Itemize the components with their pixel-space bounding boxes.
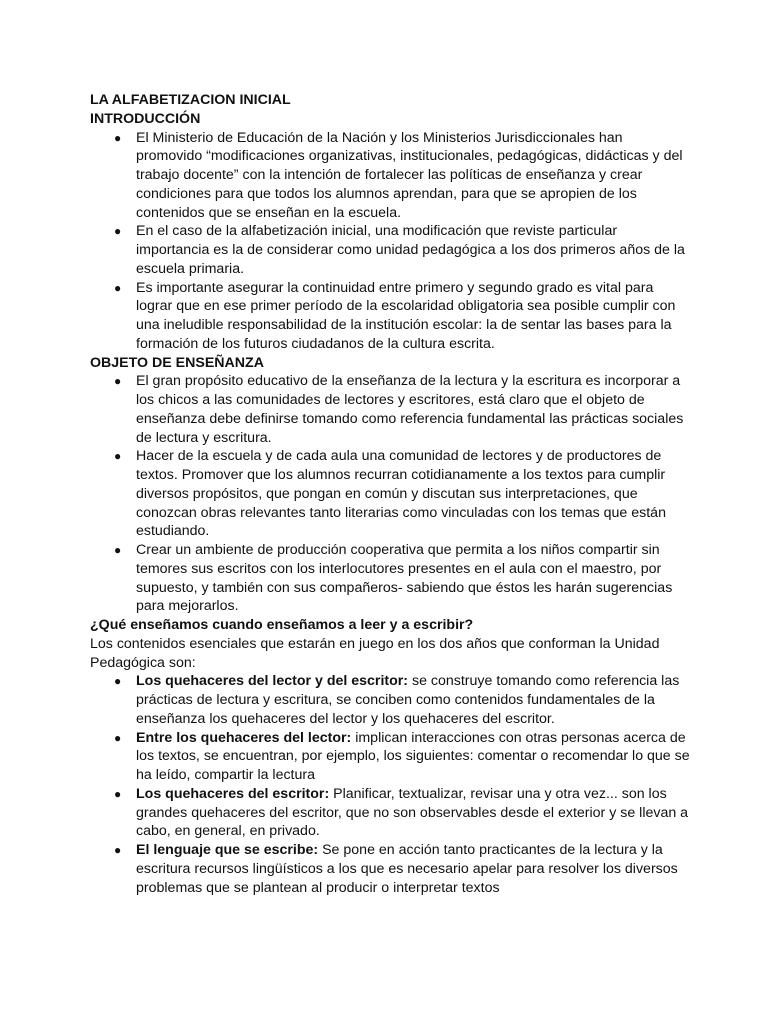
bullet-list-objeto	[90, 372, 690, 616]
list-item-text: El gran propósito educativo de la enseñanza de la lectura y la escritura es incorporar a los chicos a las comunidades de lectores y escritores, está claro que el objeto de enseñanza debe definirse tomando como referencia fundamental las prácticas sociales de lectura y escritura.	[136, 373, 684, 446]
bullet-icon: ●	[114, 280, 122, 295]
list-item	[90, 672, 690, 728]
list-item-lead: Los quehaceres del lector y del escritor:	[136, 673, 409, 690]
list-item	[90, 785, 690, 841]
list-item	[90, 279, 690, 354]
bullet-list-introduccion	[90, 129, 690, 354]
list-item-text: Planificar, textualizar, revisar una y otra vez... son los grandes quehaceres del escritor, que no son observables desde el exterior y se llevan a cabo, en general, en privado.	[136, 785, 689, 840]
document-title: LA ALFABETIZACION INICIAL	[90, 92, 291, 108]
list-item	[90, 372, 690, 447]
list-item-text: Hacer de la escuela y de cada aula una comunidad de lectores y de productores de textos. Promover que los alumnos recurran cotidianamente a los textos para cumplir diversos propósitos, que pongan en común y discutan sus interpretaciones, que conozcan obras relevantes tanto literarias como vinculadas con los temas que están estudiando.	[136, 448, 666, 540]
section-heading-que-ensenamos: ¿Qué enseñamos cuando enseñamos a leer y a escribir?	[90, 617, 474, 633]
list-item-text: Es importante asegurar la continuidad entre primero y segundo grado es vital para lograr que en ese primer período de la escolaridad obligatoria sea posible cumplir con una ineludible responsabilidad de la institución escolar: la de sentar las bases para la formación de los futuros ciudadanos de la cultura escrita.	[136, 279, 676, 352]
list-item	[90, 729, 690, 785]
bullet-icon: ●	[114, 730, 122, 745]
list-item-text: Crear un ambiente de producción cooperativa que permita a los niños compartir sin temores sus escritos con los interlocutores presentes en el aula con el maestro, por supuesto, y también con sus compañeros- sabiendo que éstos les harán sugerencias para mejorarlos.	[136, 542, 673, 615]
list-item-text: Se pone en acción tanto practicantes de la lectura y la escritura recursos lingüísticos a los que es necesario apelar para resolver los diversos problemas que se plantean al producir o interpretar textos	[136, 842, 678, 896]
bullet-icon: ●	[114, 843, 122, 857]
bullet-icon: ●	[114, 786, 122, 801]
section-heading-introduccion: INTRODUCCIÓN	[90, 110, 201, 127]
bullet-icon: ●	[114, 674, 122, 689]
document-page	[90, 91, 690, 897]
bullet-icon: ●	[114, 130, 122, 145]
section-heading-objeto: OBJETO DE ENSEÑANZA	[90, 354, 264, 371]
list-item-text: En el caso de la alfabetización inicial, una modificación que reviste particular importancia es la de considerar como unidad pedagógica a los dos primeros años de la escuela primaria.	[136, 223, 685, 277]
bullet-list-contenidos	[90, 672, 690, 897]
bullet-icon: ●	[114, 449, 122, 464]
list-item	[90, 541, 690, 616]
list-item-text: El Ministerio de Educación de la Nación y los Ministerios Jurisdiccionales han promovido “modificaciones organizativas, institucionales, pedagógicas, didácticas y del trabajo docente” con la intención de fortalecer las políticas de enseñanza y crear condiciones para que todos los alumnos aprendan, para que se apropien de los contenidos que se enseñan en la escuela.	[136, 129, 683, 221]
section-intro-paragraph: Los contenidos esenciales que estarán en juego en los dos años que conforman la Unidad Pedagógica son:	[90, 635, 660, 671]
bullet-icon: ●	[114, 374, 122, 389]
list-item-text: se construye tomando como referencia las prácticas de lectura y escritura, se conciben como contenidos fundamentales de la enseñanza los quehaceres del lector y los quehaceres del escritor.	[136, 673, 680, 727]
list-item	[90, 447, 690, 541]
bullet-icon: ●	[114, 543, 122, 557]
list-item	[90, 222, 690, 278]
list-item	[90, 841, 690, 897]
list-item-lead: Entre los quehaceres del lector:	[136, 729, 352, 746]
list-item-lead: El lenguaje que se escribe:	[136, 842, 319, 858]
list-item-lead: Los quehaceres del escritor:	[136, 785, 330, 802]
bullet-icon: ●	[114, 224, 122, 239]
list-item-text: implican interacciones con otras personas acerca de los textos, se encuentran, por ejemplo, los siguientes: comentar o recomendar lo que se ha leído, compartir la lectura	[136, 729, 690, 783]
list-item	[90, 129, 690, 223]
